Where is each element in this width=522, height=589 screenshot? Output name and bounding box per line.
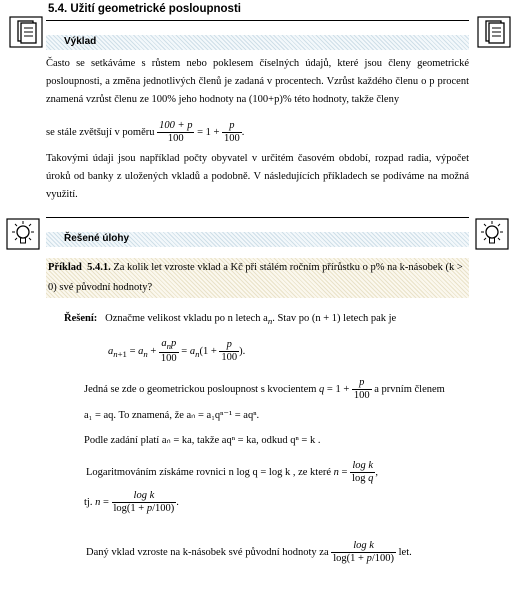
intro-paragraph: Takovými údaji jsou například počty obyvatel v určitém časovém období, rozpad radia, výpočet úroků od banky z uložených vkladů a podobně. V následujících příkladech se podíváme na možná využití. bbox=[46, 153, 469, 200]
section-band-vyklad bbox=[46, 35, 469, 50]
book-icon bbox=[477, 16, 511, 48]
lightbulb-icon bbox=[475, 218, 509, 250]
example-text: Příklad 5.4.1. Za kolik let vzroste vklad a Kč při stálém ročním přírůstku o p% na k-násobek (k > 0) své původní hodnoty? bbox=[48, 262, 463, 293]
book-icon bbox=[9, 16, 43, 48]
heading-rule bbox=[46, 20, 469, 21]
section-rule bbox=[46, 217, 469, 218]
section-title: Výklad bbox=[64, 36, 97, 47]
section-band-reseni bbox=[46, 232, 469, 247]
example-box bbox=[46, 258, 469, 298]
recurrence-formula: $a_{n+1} = a_n$ + $\frac{a_np}{100}$ = $a_n(1$ + $\frac{p}{100}$ ). bbox=[108, 338, 246, 365]
solution-line: Jedná se zde o geometrickou posloupnost s kvocientem q = 1 + $\frac{p}{100}$ a prvním členem bbox=[84, 377, 445, 401]
intro-ratio-line: se stále zvětšují v poměru $\frac{100 + p}{100}$ = 1 + $\frac{p}{100}$ . bbox=[46, 120, 245, 144]
solution-line: Řešení: Označme velikost vkladu po n letech $a_n$. Stav po (n + 1) letech pak je bbox=[64, 313, 397, 327]
lightbulb-icon bbox=[6, 218, 40, 250]
section-title: Řešené úlohy bbox=[64, 233, 130, 244]
intro-paragraph: Často se setkáváme s růstem nebo poklesem číselných údajů, které jsou členy geometrické posloupnosti, a změna jednotlivých členů je zadaná v procentech. Vzrůst každého členu o p procent znamená vzrůst členu ze 100% jeho hodnoty na (100+p)% této hodnoty, takže členy bbox=[46, 58, 469, 105]
solution-line: Logaritmováním získáme rovnici n log q = log k , ze které n = $\frac{\text{log k}}{\text{log q}}$ , bbox=[86, 460, 378, 484]
solution-line: a₁ = aq. To znamená, že aₙ = a₁qⁿ⁻¹ = aqⁿ. bbox=[84, 410, 260, 421]
solution-line: Daný vklad vzroste na k-násobek své původní hodnoty za $\frac{\text{log k}}{\log(1 + p/100)}$ let. bbox=[86, 540, 412, 564]
solution-line: Podle zadání platí aₙ = ka, takže aqⁿ = ka, odkud qⁿ = k . bbox=[84, 435, 321, 446]
solution-line: tj. n = $\frac{\text{log k}}{\log(1 + p/100)}$ . bbox=[84, 490, 179, 514]
page-title: 5.4. Užití geometrické posloupnosti bbox=[48, 3, 241, 15]
